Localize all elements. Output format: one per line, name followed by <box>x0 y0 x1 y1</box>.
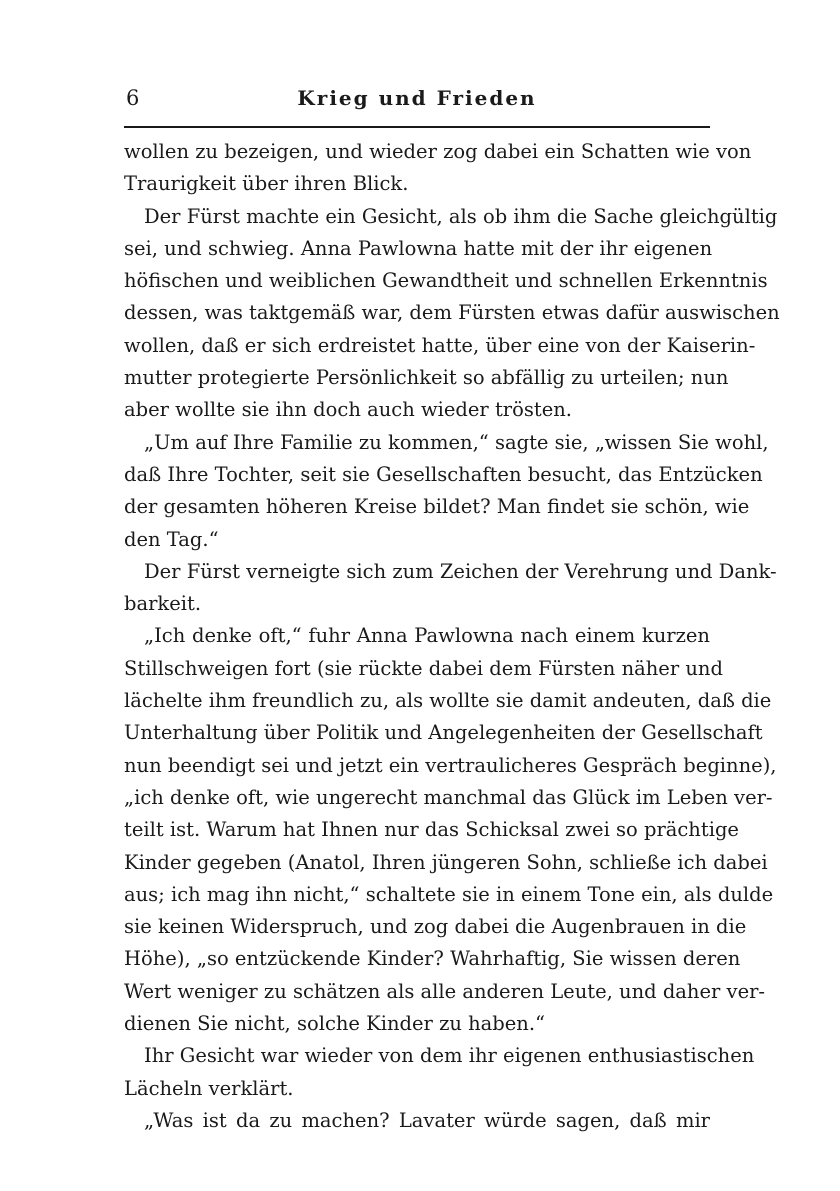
page-header <box>124 82 710 114</box>
page-number: 6 <box>126 86 140 110</box>
header-rule <box>124 126 710 128</box>
text-line: sei, und schwieg. Anna Pawlowna hatte mit der ihr eigenen <box>124 236 713 260</box>
text-line: Der Fürst verneigte sich zum Zeichen der Verehrung und Dank- <box>144 559 777 583</box>
text-line: den Tag.“ <box>124 527 219 551</box>
text-line: Kinder gegeben (Anatol, Ihren jüngeren Sohn, schließe ich dabei <box>124 850 768 874</box>
text-line: aber wollte sie ihn doch auch wieder trösten. <box>124 398 572 422</box>
text-line: aus; ich mag ihn nicht,“ schaltete sie in einem Tone ein, als dulde <box>124 882 774 906</box>
text-line: Wert weniger zu schätzen als alle anderen Leute, und daher ver- <box>124 979 766 1003</box>
text-line: „ich denke oft, wie ungerecht manchmal das Glück im Leben ver- <box>124 785 773 809</box>
text-line: Lächeln verklärt. <box>124 1076 294 1100</box>
text-line: teilt ist. Warum hat Ihnen nur das Schicksal zwei so prächtige <box>124 818 739 842</box>
text-line: Höhe), „so entzückende Kinder? Wahrhaftig, Sie wissen deren <box>124 947 741 971</box>
text-line: „Was ist da zu machen? Lavater würde sagen, daß mir <box>144 1108 710 1132</box>
text-line: lächelte ihm freundlich zu, als wollte sie damit andeuten, daß die <box>124 689 772 713</box>
text-line: dessen, was taktgemäß war, dem Fürsten etwas dafür auswischen <box>124 301 780 325</box>
text-line: höfischen und weiblichen Gewandtheit und schnellen Erkenntnis <box>124 269 768 293</box>
text-line: Traurigkeit über ihren Blick. <box>124 172 409 196</box>
text-line: Der Fürst machte ein Gesicht, als ob ihm die Sache gleichgültig <box>144 204 778 228</box>
body-text <box>124 136 780 1137</box>
text-line: wollen zu bezeigen, und wieder zog dabei ein Schatten wie von <box>124 140 752 163</box>
text-line: Ihr Gesicht war wieder von dem ihr eigenen enthusiastischen <box>144 1044 755 1068</box>
text-line: wollen, daß er sich erdreistet hatte, über eine von der Kaiserin- <box>124 333 756 357</box>
book-page <box>124 82 780 1137</box>
text-line: dienen Sie nicht, solche Kinder zu haben.“ <box>124 1012 546 1036</box>
text-line: „Ich denke oft,“ fuhr Anna Pawlowna nach einem kurzen <box>144 624 710 648</box>
text-line: sie keinen Widerspruch, und zog dabei die Augenbrauen in die <box>124 915 747 939</box>
text-line: daß Ihre Tochter, seit sie Gesellschaften besucht, das Entzücken <box>124 462 763 486</box>
running-title: Krieg und Frieden <box>297 86 537 110</box>
text-line: Unterhaltung über Politik und Angelegenheiten der Gesellschaft <box>124 721 763 745</box>
text-line: mutter protegierte Persönlichkeit so abfällig zu urteilen; nun <box>124 366 729 390</box>
text-line: barkeit. <box>124 592 202 616</box>
text-line: „Um auf Ihre Familie zu kommen,“ sagte sie, „wissen Sie wohl, <box>144 430 769 454</box>
text-line: der gesamten höheren Kreise bildet? Man findet sie schön, wie <box>124 495 750 519</box>
text-line: nun beendigt sei und jetzt ein vertraulicheres Gespräch beginne), <box>124 753 777 777</box>
text-line: Stillschweigen fort (sie rückte dabei dem Fürsten näher und <box>124 656 723 680</box>
